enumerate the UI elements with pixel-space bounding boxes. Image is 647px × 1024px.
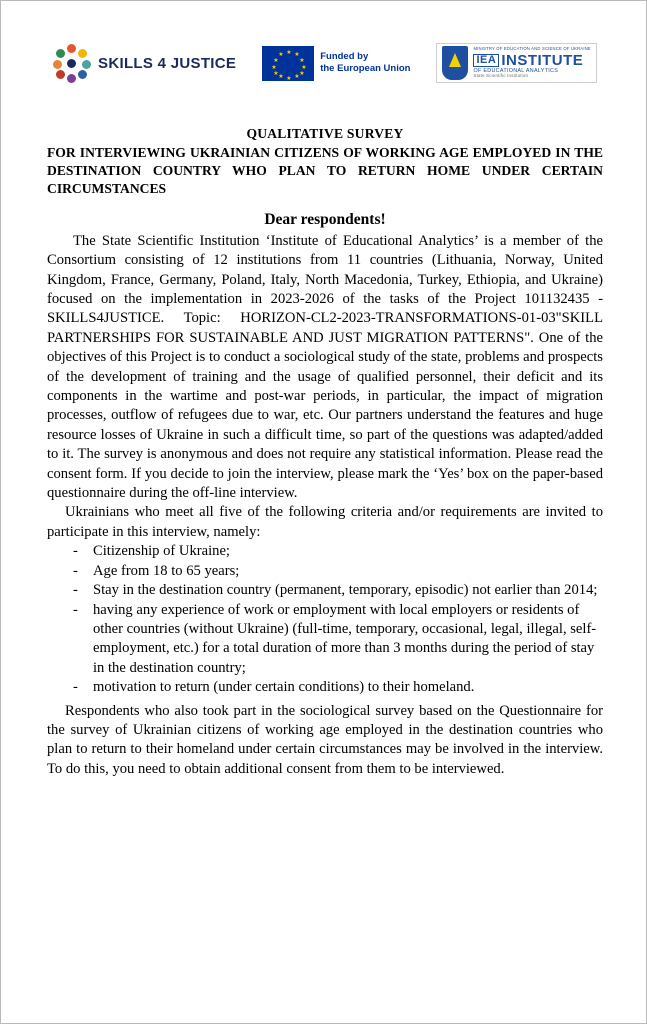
list-marker: - [73, 543, 78, 560]
respondents-paragraph: Respondents who also took part in the sociological survey based on the Questionnaire for the survey of Ukrainian citizens of working age employed in the destination countries who plan to return to their homeland under certain circumstances may be involved in the interview. To do this, you need to obtain additional consent from them to be interviewed. [47, 702, 603, 777]
criteria-list [47, 542, 603, 697]
list-marker: - [73, 582, 78, 599]
page-content [47, 23, 603, 779]
list-item [47, 542, 603, 561]
skills4justice-mark-icon [53, 44, 91, 82]
list-item [47, 678, 603, 697]
skills4justice-wordmark: SKILLS 4 JUSTICE [98, 54, 237, 72]
list-item-label: having any experience of work or employment with local employers or residents of other countries (without Ukraine) (full-time, temporary, occasional, legal, illegal, self-employment, etc.) for a total duration of more than 3 months during the period of stay in the destination country; [93, 601, 597, 676]
iea-name-line [473, 53, 590, 68]
skills4justice-logo [53, 44, 236, 82]
list-marker: - [73, 601, 78, 618]
eu-funding-logo [262, 46, 410, 81]
iea-logo [436, 43, 596, 83]
iea-ministry-line: MINISTRY OF EDUCATION AND SCIENCE OF UKRAINE [473, 46, 591, 52]
document-title-main: QUALITATIVE SURVEY [246, 126, 404, 141]
iea-abbr: IEA [473, 54, 499, 67]
iea-emblem-icon [442, 46, 468, 80]
salutation: Dear respondents! [264, 211, 386, 229]
iea-text-block [473, 47, 590, 78]
document-body [47, 125, 603, 779]
eu-funding-line1: Funded by [320, 51, 369, 62]
list-item-label: motivation to return (under certain conditions) to their homeland. [93, 679, 475, 696]
list-item-label: Stay in the destination country (permanent, temporary, episodic) not earlier than 2014; [93, 582, 598, 599]
list-item-label: Citizenship of Ukraine; [93, 543, 230, 560]
iea-name: INSTITUTE [501, 51, 584, 69]
eu-funding-line2: the European Union [320, 63, 411, 74]
eu-flag-icon: ★ ★ ★ ★ ★ ★ ★ ★ ★ ★ ★ ★ [262, 46, 314, 81]
list-item [47, 581, 603, 600]
criteria-intro-paragraph: Ukrainians who meet all five of the following criteria and/or requirements are invited to participate in this interview, namely: [47, 504, 603, 540]
list-marker: - [73, 562, 78, 579]
list-marker: - [73, 679, 78, 696]
eu-funding-text [320, 51, 410, 75]
document-title-subtitle: FOR INTERVIEWING UKRAINIAN CITIZENS OF WORKING AGE EMPLOYED IN THE DESTINATION COUNTRY WHO PLAN TO RETURN HOME UNDER CERTAIN CIRCUMSTANCES [47, 144, 603, 196]
iea-subtitle: OF EDUCATIONAL ANALYTICS [473, 67, 559, 74]
logo-band [47, 35, 603, 91]
list-item-label: Age from 18 to 65 years; [93, 562, 240, 579]
iea-subtitle-secondary: State Scientific Institution [473, 73, 529, 79]
list-item [47, 562, 603, 581]
list-item [47, 601, 603, 679]
intro-paragraph: The State Scientific Institution ‘Institute of Educational Analytics’ is a member of the Consortium consisting of 12 institutions from 11 countries (Lithuania, Norway, United Kingdom, France, Germany, Poland, Italy, North Macedonia, Turkey, Ethiopia, and Ukraine) focused on the implementation in 2023-2026 of the tasks of the Project 101132435 - SKILLS4JUSTICE. Topic: HORIZON-CL2-2023-TRANSFORMATIONS-01-03"SKILL PARTNERSHIPS FOR SUSTAINABLE AND JUST MIGRATION PATTERNS". One of the objectives of this Project is to conduct a sociological study of the state, problems and prospects of the development of training and the usage of qualified personnel, their deficit and its components in the wartime and post-war periods, in particular, the impact of migration processes, outflow of refugees due to war, etc. Our partners understand the features and huge resource losses of Ukraine in such a difficult time, so part of the questions was adapted/added to it. The survey is anonymous and does not require any statistical information. Please read the consent form. If you decide to join the interview, please mark the ‘Yes’ box on the paper-based questionnaire during the off-line interview. [47, 232, 603, 502]
